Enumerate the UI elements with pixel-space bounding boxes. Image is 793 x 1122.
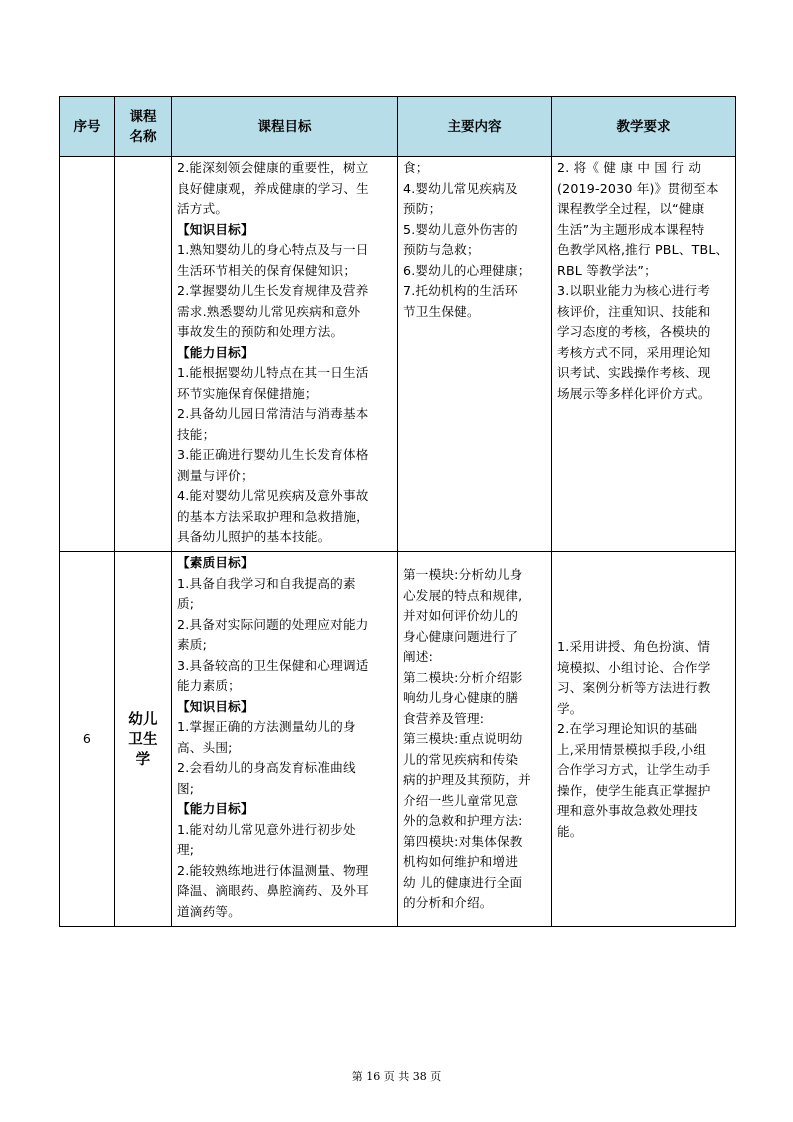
cell-text-line: 具备幼儿照护的基本技能。 xyxy=(177,529,331,544)
cell-text-line: 食； xyxy=(403,160,429,175)
cell-text-line: 学 xyxy=(135,751,151,768)
cell-text-line: 食营养及管理: xyxy=(403,710,485,726)
cell-text-line: 第一模块:分析幼儿身 xyxy=(403,567,523,583)
cell-text-line: 儿的常见疾病和传染 xyxy=(403,751,519,767)
cell-text-line: 机构如何维护和增进 xyxy=(403,854,519,870)
cell-text-line: 境模拟、小组讨论、合作学 xyxy=(557,659,711,675)
goals-cell xyxy=(172,552,398,927)
cell-text-line: 4.婴幼儿常见疾病及 xyxy=(403,180,518,196)
cell-text-line: 3.以职业能力为核心进行考 xyxy=(557,283,711,298)
cell-text-line: 预防； xyxy=(403,201,442,216)
cell-text-line: 生活环节相关的保育保健知识； xyxy=(177,262,357,278)
cell-text-line: 2. 将《 健 康 中 国 行 动 xyxy=(557,160,702,175)
cell-text-line: 2.掌握婴幼儿生长发育规律及营养 xyxy=(177,283,369,298)
cell-text-line: 习、案例分析等方法进行教 xyxy=(557,680,711,695)
header-course-name-line: 名称 xyxy=(129,128,157,145)
cell-text-line: 核评价，注重知识、技能和 xyxy=(557,303,711,319)
cell-text-line: 图; xyxy=(177,780,195,796)
cell-text-line: 上,采用情景模拟手段,小组 xyxy=(557,741,707,757)
cell-text-line: 理和意外事故急救处理技 xyxy=(557,803,698,818)
cell-text-line: 外的急救和护理方法: xyxy=(403,813,523,829)
cell-text-line: 课程教学全过程，以“健康 xyxy=(557,201,705,216)
cell-text-line: 幼儿 xyxy=(128,711,158,728)
cell-text-line: 环节实施保育保健措施； xyxy=(177,385,318,401)
cell-text-line: 需求.熟悉婴幼儿常见疾病和意外 xyxy=(177,303,361,319)
cell-text-line: 理; xyxy=(177,842,195,857)
goals-cell xyxy=(172,157,398,552)
cell-text-line: 考核方式不同，采用理论知 xyxy=(557,344,711,360)
cell-text-line: 2.能深刻领会健康的重要性，树立 xyxy=(177,160,369,175)
course-name-cell xyxy=(115,157,172,552)
cell-text-line: 预防与急救； xyxy=(403,242,480,257)
curriculum-table xyxy=(59,96,736,927)
seq-cell xyxy=(60,157,115,552)
cell-text-line: 第三模块:重点说明幼 xyxy=(403,731,523,747)
cell-text-line: 学。 xyxy=(557,700,583,716)
cell-text-line: 卫生 xyxy=(128,731,158,748)
cell-text-line: 测量与评价； xyxy=(177,467,254,483)
section-heading: 【知识目标】 xyxy=(177,698,254,714)
cell-text-line: 高、头围; xyxy=(177,739,233,755)
cell-text-line: 2.会看幼儿的身高发育标准曲线 xyxy=(177,760,356,775)
table-row-6 xyxy=(60,552,736,927)
cell-text-line: 能。 xyxy=(557,823,583,839)
cell-text-line: 幼 儿的健康进行全面 xyxy=(403,874,523,890)
page-footer: 第 16 页 共 38 页 xyxy=(351,1070,442,1083)
cell-text-line: 降温、滴眼药、鼻腔滴药、及外耳 xyxy=(177,883,369,898)
cell-text-line: 1.熟知婴幼儿的身心特点及与一日 xyxy=(177,242,369,257)
header-seq: 序号 xyxy=(60,97,115,157)
cell-text-line: 心发展的特点和规律, xyxy=(403,587,523,603)
section-heading: 【知识目标】 xyxy=(177,221,254,237)
cell-text-line: 能力素质； xyxy=(177,678,241,693)
cell-text-line: 操作，使学生能真正掌握护 xyxy=(557,782,711,798)
cell-text-line: (2019-2030 年)》贯彻至本 xyxy=(557,180,719,196)
cell-text-line: 介绍一些儿童常见意 xyxy=(403,792,519,808)
cell-text-line: 场展示等多样化评价方式。 xyxy=(557,385,711,401)
cell-text-line: 生活”为主题形成本课程特 xyxy=(557,221,705,237)
cell-text-line: 事故发生的预防和处理方法。 xyxy=(177,324,344,339)
header-course-name xyxy=(115,97,172,157)
cell-text-line: 阐述: xyxy=(403,649,434,665)
cell-text-line: 5.婴幼儿意外伤害的 xyxy=(403,221,518,237)
cell-text-line: 良好健康观，养成健康的学习、生 xyxy=(177,180,369,196)
cell-text-line: 6.婴幼儿的心理健康； xyxy=(403,262,531,278)
section-heading: 【素质目标】 xyxy=(177,555,254,570)
table-header-row xyxy=(60,97,736,157)
section-heading: 【能力目标】 xyxy=(177,344,254,360)
cell-text-line: 2.具备对实际问题的处理应对能力 xyxy=(177,616,369,632)
table-row-continued xyxy=(60,157,736,552)
cell-text-line: 病的护理及其预防，并 xyxy=(403,772,531,788)
content-cell xyxy=(398,552,552,927)
cell-text-line: 道滴药等。 xyxy=(177,903,241,919)
cell-text-line: 质; xyxy=(177,596,195,611)
cell-text-line: 2.在学习理论知识的基础 xyxy=(557,721,698,736)
cell-text-line: 3.能正确进行婴幼儿生长发育体格 xyxy=(177,447,369,462)
cell-text-line: 第四模块:对集体保教 xyxy=(403,833,523,849)
content-cell xyxy=(398,157,552,552)
cell-text-line: 1.掌握正确的方法测量幼儿的身 xyxy=(177,719,356,734)
header-course-name-line: 课程 xyxy=(129,108,157,125)
cell-text-line: 1.能对幼儿常见意外进行初步处 xyxy=(177,821,356,837)
cell-text-line: 的分析和介绍。 xyxy=(403,895,493,911)
cell-text-line: 第二模块:分析介绍影 xyxy=(403,669,523,685)
cell-text-line: 2.具备幼儿园日常清洁与消毒基本 xyxy=(177,406,369,421)
cell-text-line: 节卫生保健。 xyxy=(403,303,480,319)
cell-text-line: 2.能较熟练地进行体温测量、物理 xyxy=(177,862,369,878)
cell-text-line: 技能； xyxy=(177,426,216,442)
header-requirements: 教学要求 xyxy=(552,97,736,157)
cell-text-line: RBL 等教学法”； xyxy=(557,262,657,278)
course-name-cell xyxy=(115,552,172,927)
header-content: 主要内容 xyxy=(398,97,552,157)
cell-text-line: 素质; xyxy=(177,637,208,652)
seq-cell: 6 xyxy=(60,552,115,927)
cell-text-line: 活方式。 xyxy=(177,201,229,216)
cell-text-line: 4.能对婴幼儿常见疾病及意外事故 xyxy=(177,488,369,503)
section-heading: 【能力目标】 xyxy=(177,801,254,816)
cell-text-line: 识考试、实践操作考核、现 xyxy=(557,365,711,380)
requirements-cell xyxy=(552,157,736,552)
cell-text-line: 的基本方法采取护理和急救措施， xyxy=(177,508,369,524)
cell-text-line: 1.采用讲授、角色扮演、情 xyxy=(557,639,711,654)
requirements-cell xyxy=(552,552,736,927)
cell-text-line: 色教学风格,推行 PBL、TBL、 xyxy=(557,242,729,257)
cell-text-line: 响幼儿身心健康的膳 xyxy=(403,690,519,706)
cell-text-line: 学习态度的考核，各模块的 xyxy=(557,324,711,339)
cell-text-line: 7.托幼机构的生活环 xyxy=(403,283,518,298)
header-goals: 课程目标 xyxy=(172,97,398,157)
cell-text-line: 3.具备较高的卫生保健和心理调适 xyxy=(177,657,369,673)
cell-text-line: 并对如何评价幼儿的 xyxy=(403,608,519,624)
cell-text-line: 1.能根据婴幼儿特点在其一日生活 xyxy=(177,365,369,380)
cell-text-line: 1.具备自我学习和自我提高的素 xyxy=(177,575,356,591)
cell-text-line: 合作学习方式，让学生动手 xyxy=(557,762,711,777)
cell-text-line: 身心健康问题进行了 xyxy=(403,628,519,644)
